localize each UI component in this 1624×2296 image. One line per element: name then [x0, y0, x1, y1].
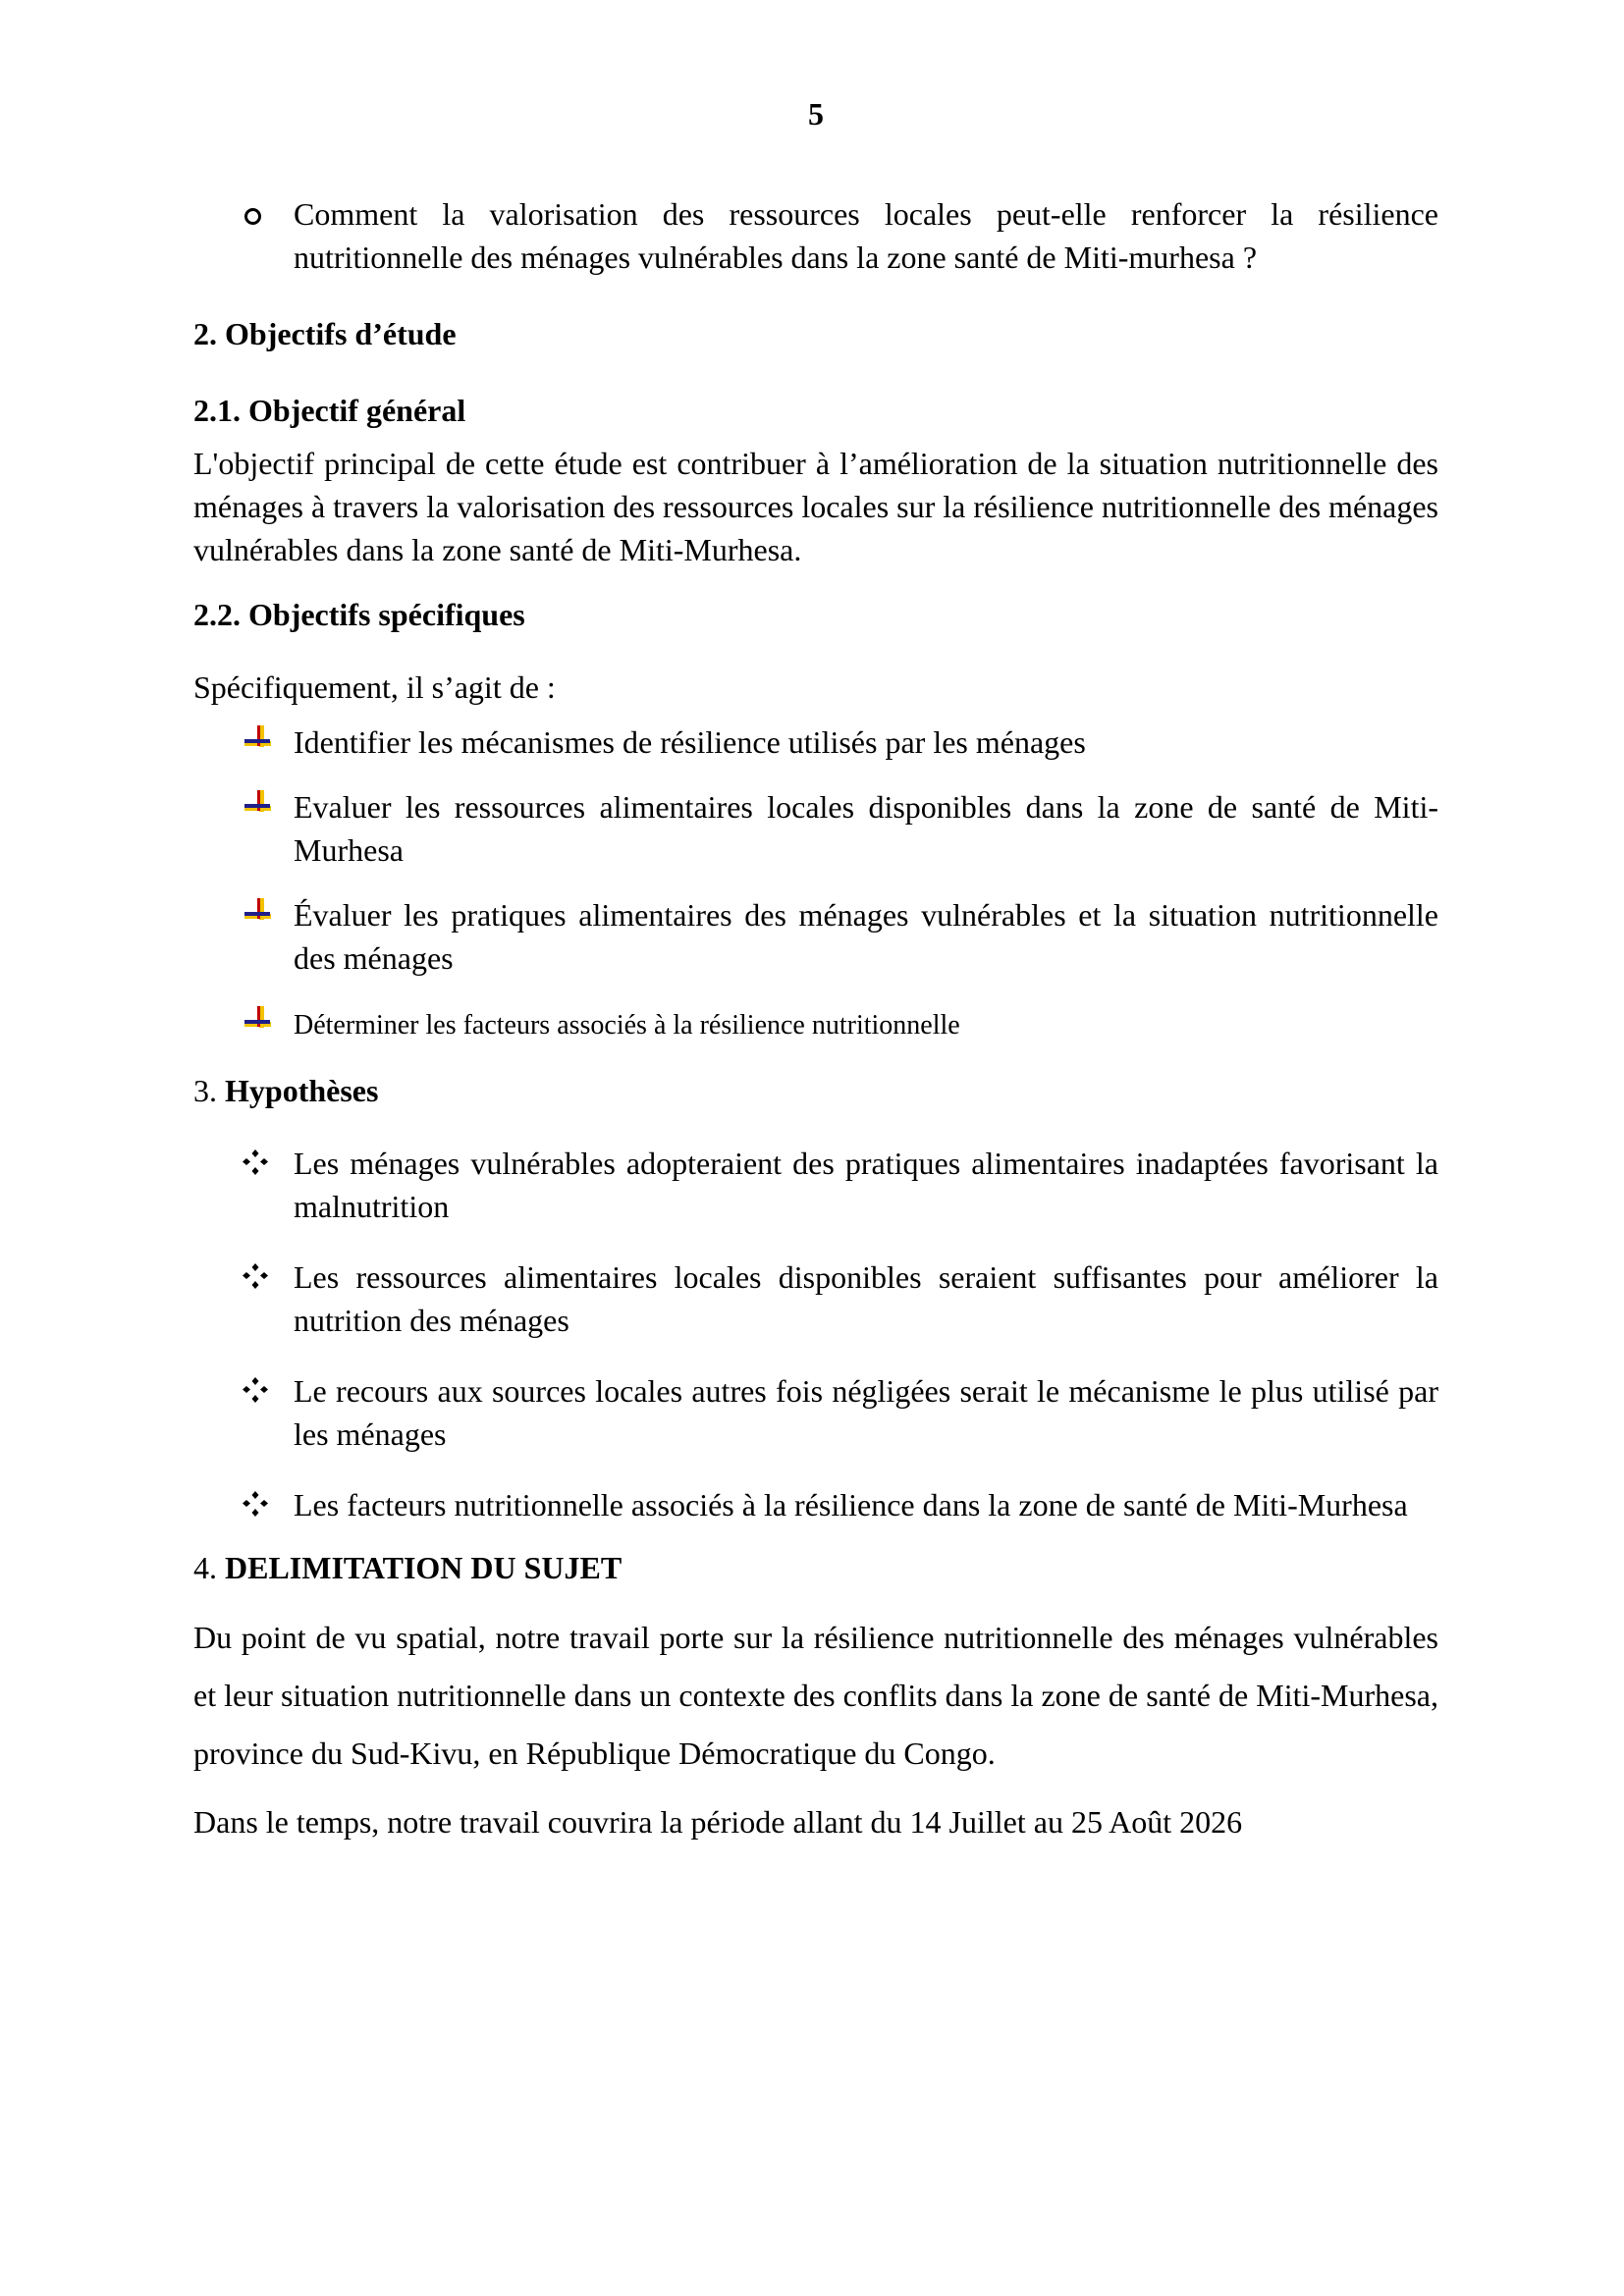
specific-objectives-intro: Spécifiquement, il s’agit de : — [193, 669, 556, 705]
delimitation-spatial-paragraph: Du point de vu spatial, notre travail porte sur la résilience nutritionnelle des ménages vulnérables et leur situation nutritionnelle dans un contexte des conflits dans la zone de santé de Miti-Murhesa, province du Sud-Kivu, en République Démocratique du Congo. — [193, 1620, 1438, 1771]
list-item — [193, 1255, 1438, 1342]
arrow-bullet-icon — [241, 785, 280, 828]
diamond-bullet-icon — [241, 1255, 280, 1299]
delimitation-temporal-paragraph: Dans le temps, notre travail couvrira la période allant du 14 Juillet au 25 Août 2026 — [193, 1804, 1243, 1840]
specific-objective-text: Evaluer les ressources alimentaires locales disponibles dans la zone de santé de Miti-Murhesa — [294, 789, 1438, 868]
section-number: 3. — [193, 1073, 217, 1108]
hypothesis-text: Le recours aux sources locales autres fois négligées serait le mécanisme le plus utilisé par les ménages — [294, 1373, 1438, 1452]
list-item — [193, 1483, 1438, 1526]
list-item — [193, 721, 1438, 764]
section-heading-delimitation — [193, 1546, 1438, 1589]
diamond-bullet-icon — [241, 1142, 280, 1185]
section-number: 4. — [193, 1550, 217, 1585]
hypothesis-text: Les ressources alimentaires locales disponibles seraient suffisantes pour améliorer la nutrition des ménages — [294, 1259, 1438, 1338]
list-item — [193, 1142, 1438, 1228]
diamond-bullet-icon — [241, 1483, 280, 1526]
page-content — [193, 192, 1438, 1843]
section-title: Hypothèses — [217, 1073, 379, 1108]
arrow-bullet-icon — [241, 721, 280, 764]
hypotheses-list — [193, 1142, 1438, 1526]
arrow-bullet-icon — [241, 893, 280, 936]
specific-objective-text: Évaluer les pratiques alimentaires des ménages vulnérables et la situation nutritionnelle des ménages — [294, 897, 1438, 976]
specific-objectives-list — [193, 721, 1438, 1047]
specific-objective-text: Identifier les mécanismes de résilience utilisés par les ménages — [294, 724, 1086, 760]
section-title: DELIMITATION DU SUJET — [217, 1550, 623, 1585]
list-item — [193, 785, 1438, 872]
list-item — [193, 893, 1438, 980]
circle-bullet-icon — [241, 192, 280, 236]
section-heading-hypotheses — [193, 1069, 1438, 1112]
diamond-bullet-icon — [241, 1369, 280, 1413]
research-question-text: Comment la valorisation des ressources locales peut-elle renforcer la résilience nutritionnelle des ménages vulnérables dans la zone santé de Miti-murhesa ? — [294, 196, 1438, 275]
list-item — [193, 1001, 1438, 1047]
section-heading-objectives: 2. Objectifs d’étude — [193, 316, 457, 351]
page-number: 5 — [808, 96, 824, 132]
general-objective-paragraph: L'objectif principal de cette étude est contribuer à l’amélioration de la situation nutritionnelle des ménages à travers la valorisation des ressources locales sur la résilience nutritionnelle des ménages vulnérables dans la zone santé de Miti-Murhesa. — [193, 446, 1438, 567]
list-item — [193, 1369, 1438, 1456]
hypothesis-text: Les ménages vulnérables adopteraient des pratiques alimentaires inadaptées favorisant la malnutrition — [294, 1146, 1438, 1224]
arrow-bullet-icon — [241, 1001, 280, 1044]
hypothesis-text: Les facteurs nutritionnelle associés à la résilience dans la zone de santé de Miti-Murhesa — [294, 1487, 1408, 1522]
subsection-heading-specific-objectives: 2.2. Objectifs spécifiques — [193, 597, 525, 632]
subsection-heading-general-objective: 2.1. Objectif général — [193, 393, 466, 428]
specific-objective-text: Déterminer les facteurs associés à la résilience nutritionnelle — [294, 1010, 960, 1041]
research-question-item — [193, 192, 1438, 279]
